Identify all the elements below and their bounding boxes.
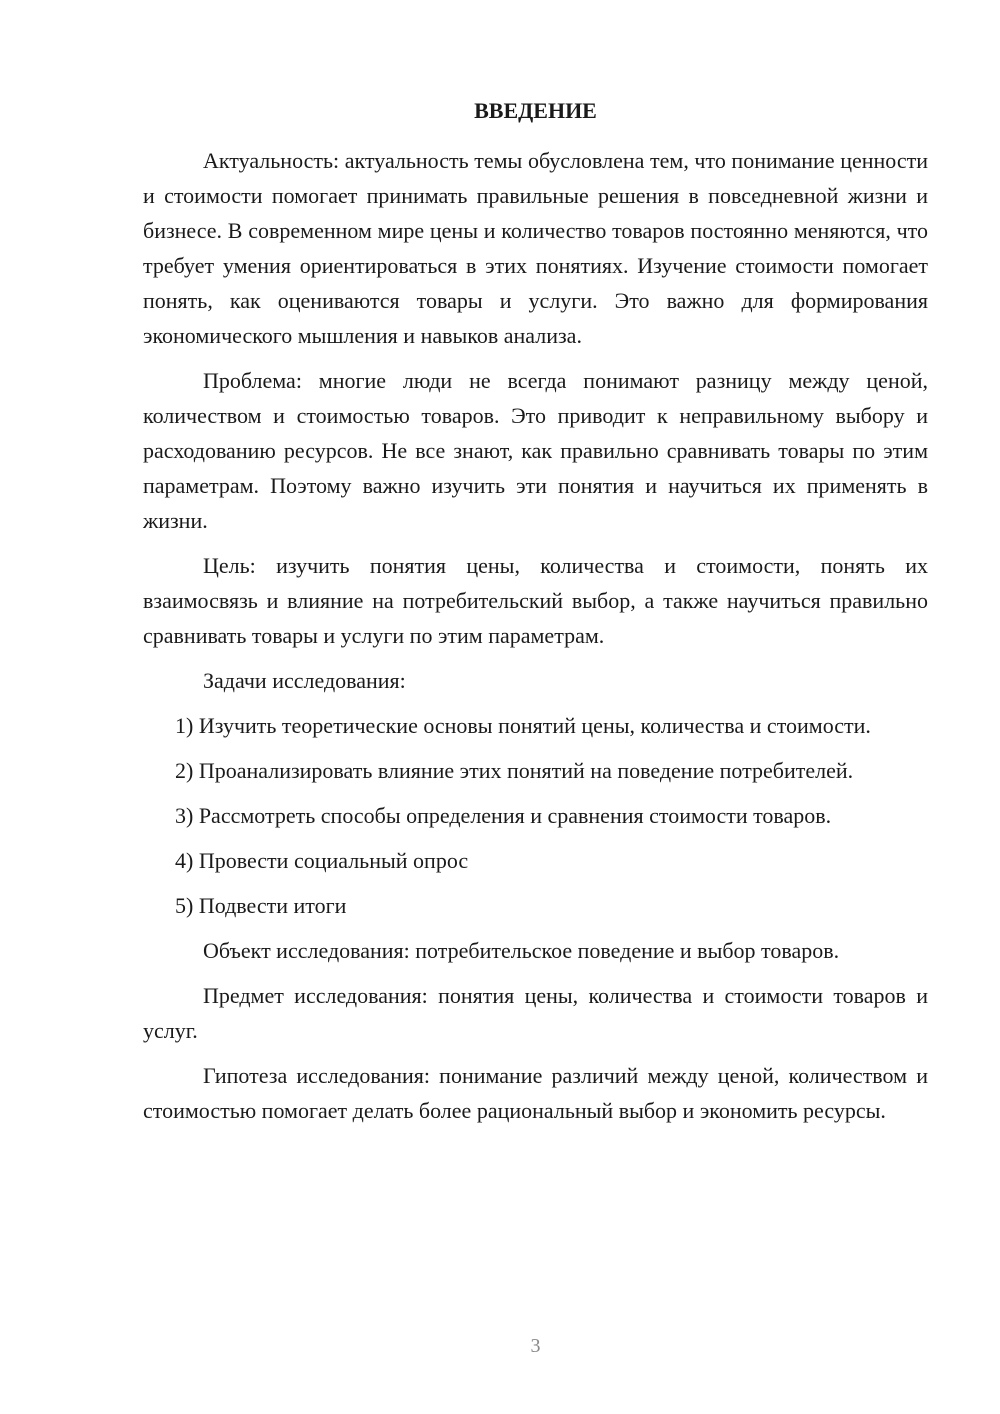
task-item-4: 4) Провести социальный опрос [175,848,469,873]
task-item-2: 2) Проанализировать влияние этих понятий на поведение потребителей. [175,758,854,783]
document-page [143,0,928,1414]
paragraph-problem: Проблема: многие люди не всегда понимают разницу между ценой, количеством и стоимостью товаров. Это приводит к неправильному выбору и расходованию ресурсов. Не все знают, как правильно сравнивать товары по этим параметрам. Поэтому важно изучить эти понятия и научиться их применять в жизни. [143,368,928,533]
page-number: 3 [530,1335,541,1357]
paragraph-object: Объект исследования: потребительское поведение и выбор товаров. [203,938,840,963]
page-title: ВВЕДЕНИЕ [474,98,597,123]
paragraph-tasks-heading: Задачи исследования: [203,668,406,693]
paragraph-subject: Предмет исследования: понятия цены, количества и стоимости товаров и услуг. [143,983,928,1043]
document-body [143,143,928,1138]
paragraph-hypothesis: Гипотеза исследования: понимание различий между ценой, количеством и стоимостью помогает делать более рациональный выбор и экономить ресурсы. [143,1063,928,1123]
task-item-1: 1) Изучить теоретические основы понятий цены, количества и стоимости. [175,713,871,738]
paragraph-goal: Цель: изучить понятия цены, количества и стоимости, понять их взаимосвязь и влияние на потребительский выбор, а также научиться правильно сравнивать товары и услуги по этим параметрам. [143,553,928,648]
task-item-5: 5) Подвести итоги [175,893,347,918]
paragraph-relevance: Актуальность: актуальность темы обусловлена тем, что понимание ценности и стоимости помогает принимать правильные решения в повседневной жизни и бизнесе. В современном мире цены и количество товаров постоянно меняются, что требует умения ориентироваться в этих понятиях. Изучение стоимости помогает понять, как оцениваются товары и услуги. Это важно для формирования экономического мышления и навыков анализа. [143,148,928,348]
task-item-3: 3) Рассмотреть способы определения и сравнения стоимости товаров. [175,803,832,828]
